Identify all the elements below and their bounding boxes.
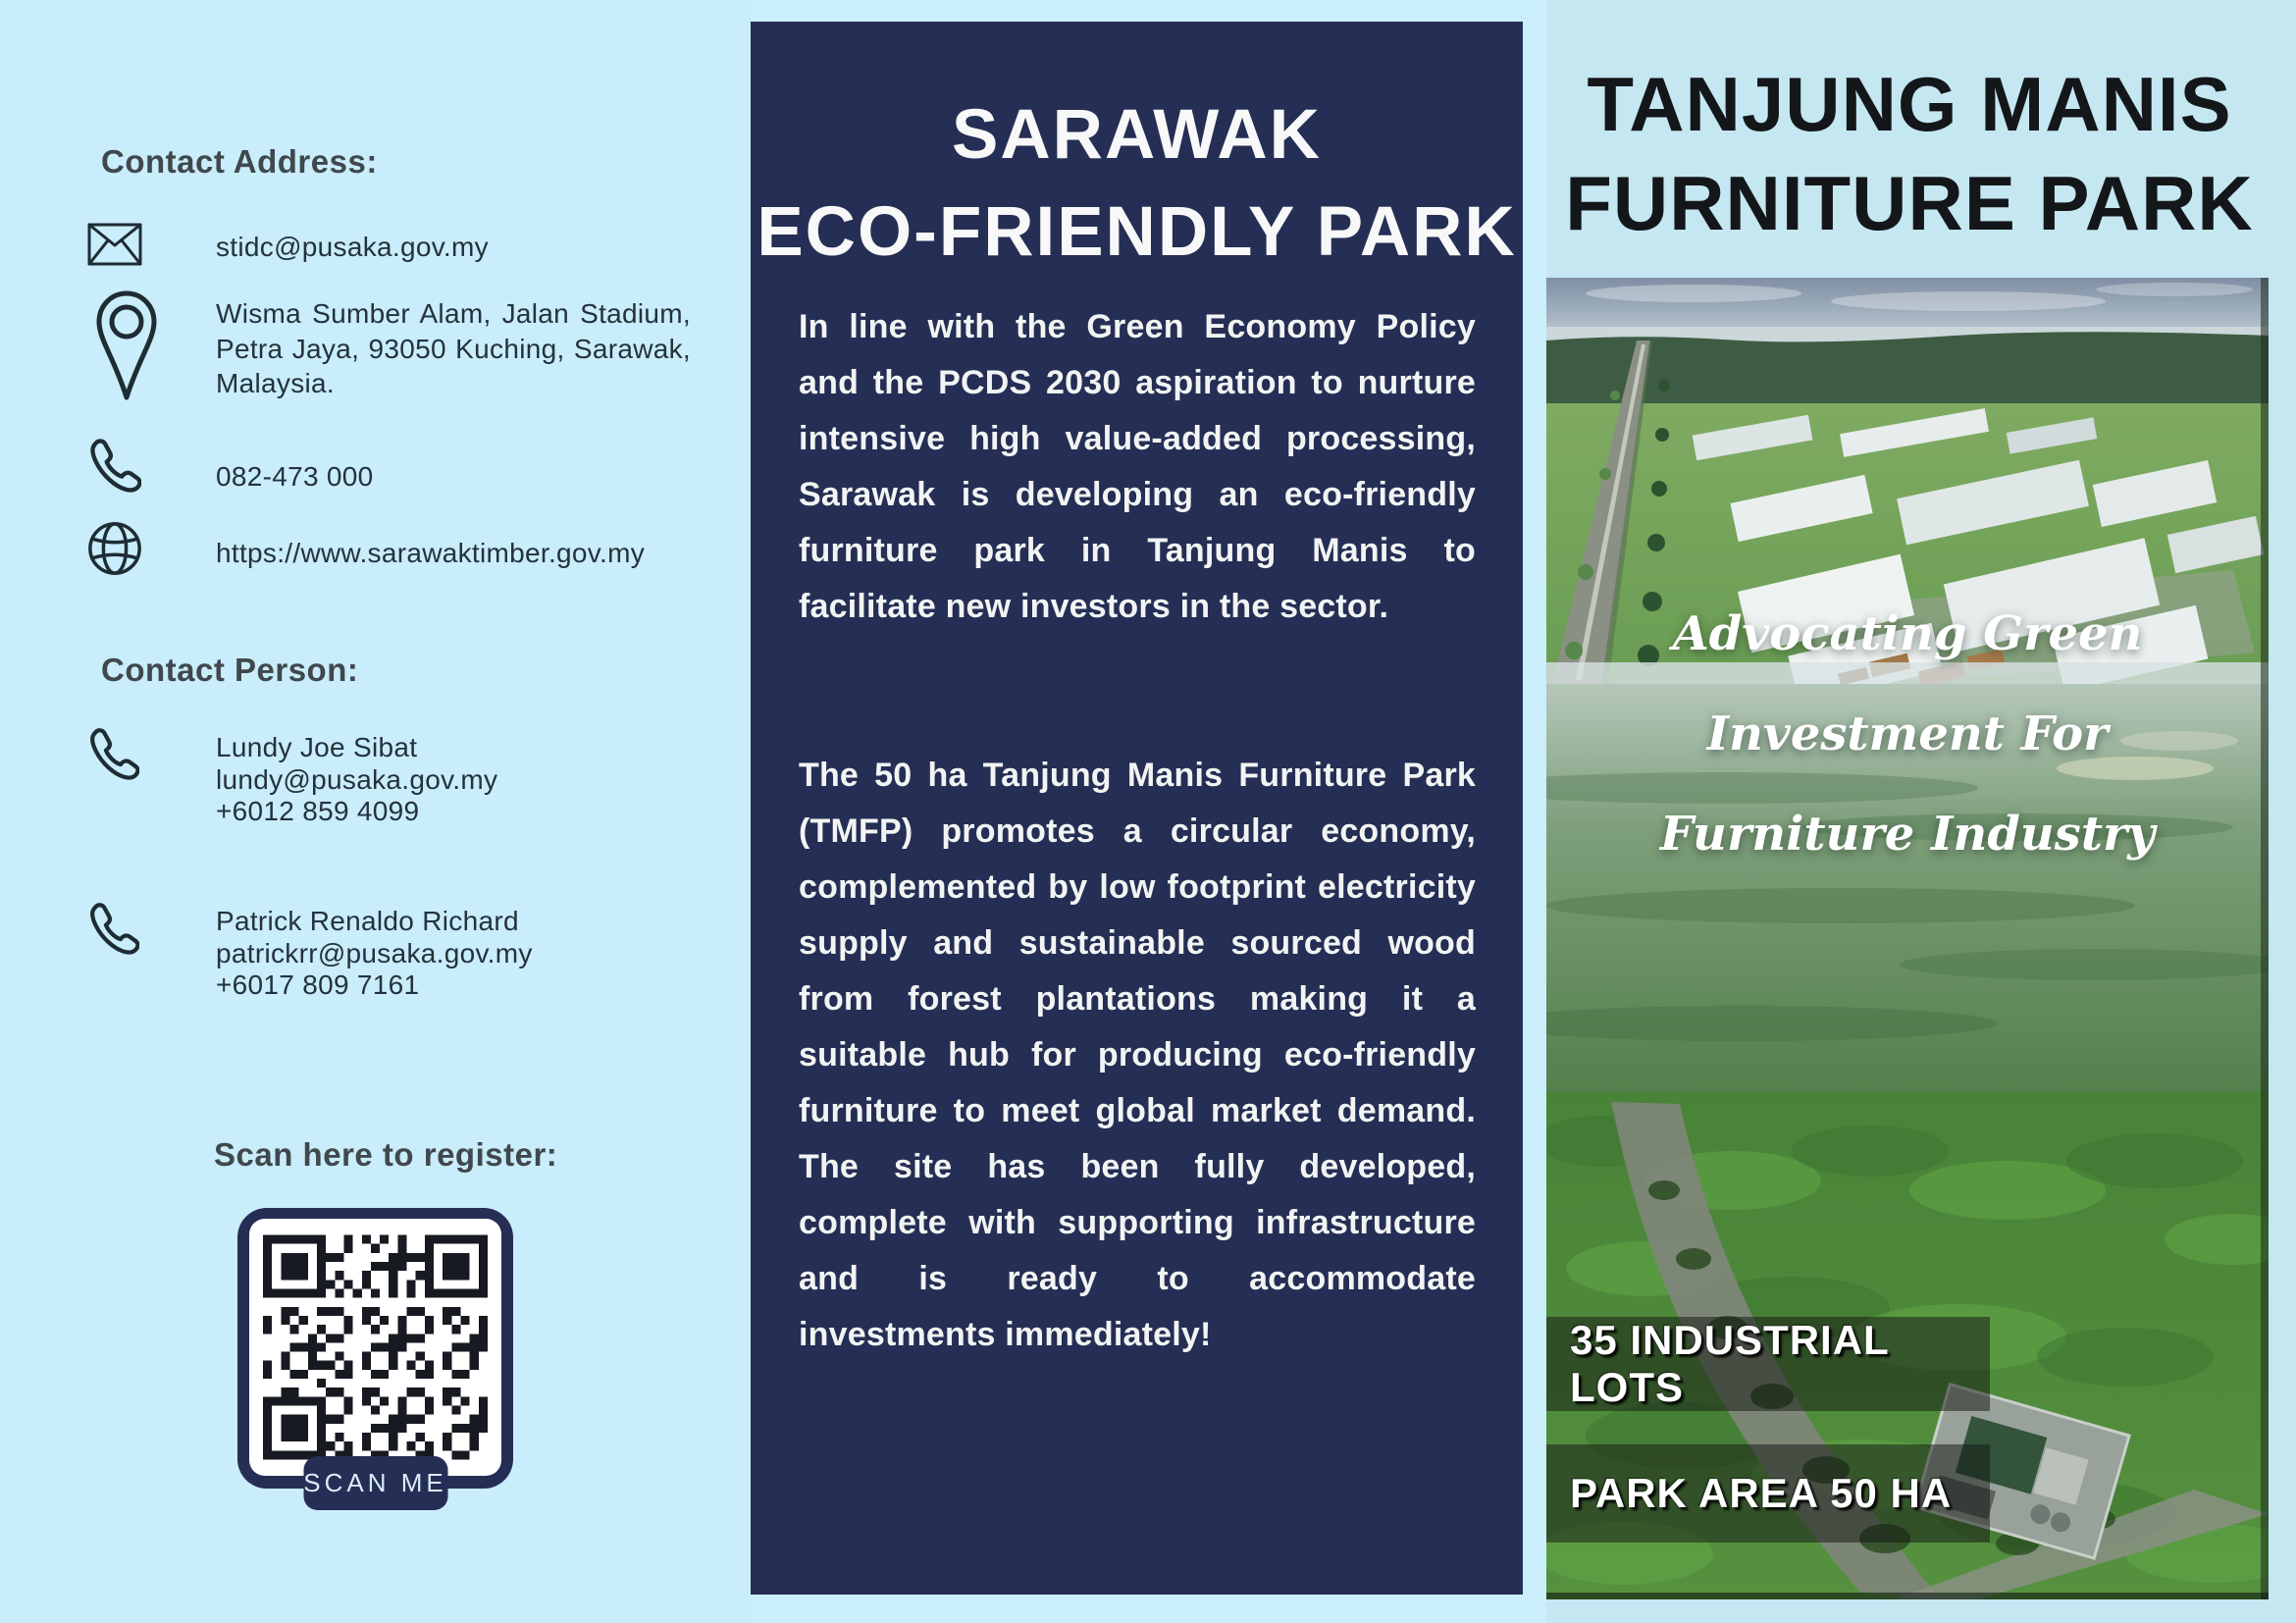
contact-website[interactable]: https://www.sarawaktimber.gov.my [216, 538, 645, 568]
contact-person-2 [216, 906, 533, 1002]
eco-park-title-line1: SARAWAK [952, 96, 1322, 174]
contact-person-1-email[interactable]: lundy@pusaka.gov.my [216, 763, 498, 795]
eco-park-title-line2: ECO-FRIENDLY PARK [757, 193, 1517, 271]
contact-person-2-phone: +6017 809 7161 [216, 969, 420, 1000]
eco-park-panel [751, 22, 1523, 1595]
brochure-title [1546, 55, 2272, 253]
photo-caption-line2: Furniture Industry [1659, 807, 2156, 862]
qr-code-modules [249, 1219, 501, 1476]
brochure-title-line2: FURNITURE PARK [1565, 160, 2254, 246]
contact-address-heading: Contact Address: [101, 143, 378, 180]
eco-park-paragraph-2: The 50 ha Tanjung Manis Furniture Park (TMFP) promotes a circular economy, complemented by low footprint electricity supply and sustainable sourced wood from forest plantations making it a suitable hub for producing eco-friendly furniture to meet global market demand. The site has been fully developed, complete with supporting infrastructure and is ready to accommodate investments immediately! [799, 757, 1476, 1353]
contact-email[interactable]: stidc@pusaka.gov.my [216, 232, 489, 262]
photo-caption [1546, 584, 2269, 884]
phone-icon [84, 722, 139, 783]
contact-person-heading: Contact Person: [101, 652, 359, 688]
park-aerial-photo [1546, 278, 2269, 1599]
scan-register-heading: Scan here to register: [214, 1136, 558, 1173]
email-icon [87, 223, 142, 266]
industrial-lots-badge: 35 INDUSTRIAL LOTS [1546, 1317, 1990, 1411]
contact-person-1 [216, 732, 497, 828]
contact-person-1-name: Lundy Joe Sibat [216, 732, 418, 762]
contact-person-1-phone: +6012 859 4099 [216, 796, 420, 826]
eco-park-paragraph-1: In line with the Green Economy Policy and the PCDS 2030 aspiration to nurture intensive high value-added processing, Sarawak is developing an eco-friendly furniture park in Tanjung Manis to facilitate new investors in the sector. [799, 308, 1476, 625]
phone-icon [84, 897, 139, 958]
contact-person-2-email[interactable]: patrickrr@pusaka.gov.my [216, 937, 533, 969]
phone-icon [84, 434, 141, 495]
park-area-badge: PARK AREA 50 HA [1546, 1444, 1990, 1543]
photo-caption-line1: Advocating Green Investment For [1672, 606, 2143, 761]
contact-phone: 082-473 000 [216, 461, 374, 492]
contact-panel [0, 0, 751, 1623]
contact-postal-address: Wisma Sumber Alam, Jalan Stadium, Petra Jaya, 93050 Kuching, Sarawak, Malaysia. [216, 298, 691, 398]
brochure-title-line1: TANJUNG MANIS [1587, 61, 2232, 147]
scan-me-label: SCAN ME [303, 1456, 447, 1510]
globe-icon [86, 518, 143, 579]
qr-code [237, 1208, 513, 1497]
contact-person-2-name: Patrick Renaldo Richard [216, 906, 519, 936]
eco-park-title [751, 86, 1523, 281]
location-pin-icon [94, 288, 159, 404]
cover-panel [1546, 0, 2296, 1623]
